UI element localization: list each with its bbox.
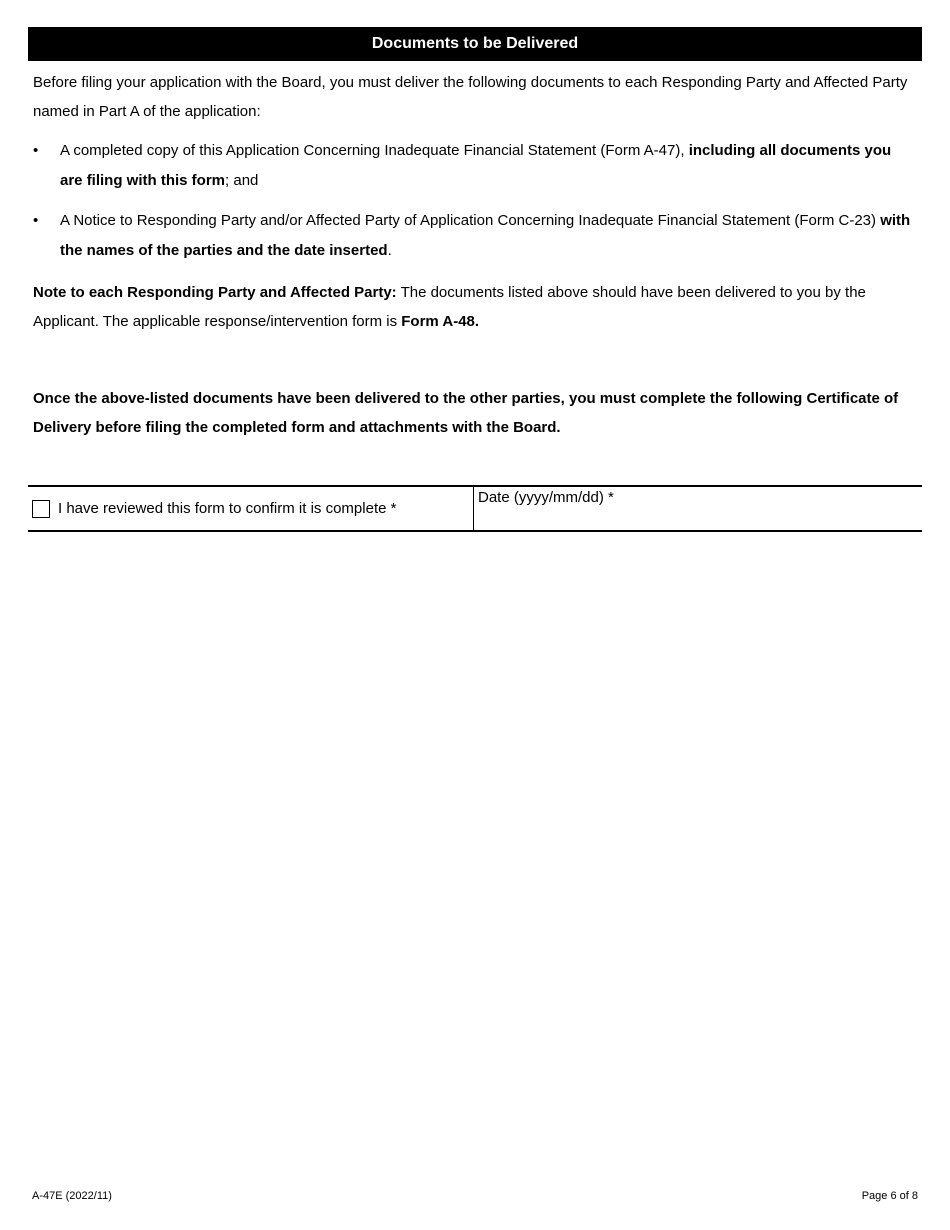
section-title: Documents to be Delivered — [28, 27, 922, 61]
note-paragraph — [33, 278, 917, 336]
list-item-bold-text: with the names of the parties and the date inserted — [60, 212, 911, 259]
date-input[interactable] — [478, 508, 918, 528]
bullet-icon: • — [33, 212, 39, 229]
review-checkbox-label: I have reviewed this form to confirm it is complete * — [58, 500, 397, 517]
form-code: A-47E (2022/11) — [32, 1190, 112, 1202]
note-text: The documents listed above should have been delivered to you by the Applicant. The applicable response/intervention form is — [33, 284, 866, 330]
intro-paragraph: Before filing your application with the Board, you must deliver the following documents to each Responding Party and Affected Party named in Part A of the application: — [33, 74, 908, 120]
review-checkbox[interactable] — [32, 500, 50, 518]
form-page — [28, 27, 922, 532]
list-item — [28, 136, 912, 196]
date-label: Date (yyyy/mm/dd) * — [478, 489, 614, 506]
documents-list — [28, 136, 922, 266]
list-item-text-end: . — [387, 242, 392, 259]
list-item-text-end: ; and — [225, 172, 259, 189]
note-label: Note to each Responding Party and Affected Party: — [33, 284, 397, 301]
review-confirmation-table — [28, 485, 922, 532]
list-item-bold-text: including all documents you are filing with this form — [60, 142, 892, 189]
list-item-text: A Notice to Responding Party and/or Affected Party of Application Concerning Inadequate Financial Statement (Form C-23) — [60, 212, 881, 229]
bullet-icon: • — [33, 142, 39, 159]
date-cell[interactable] — [474, 487, 922, 530]
note-form-reference: Form A-48. — [401, 313, 480, 330]
list-item-text: A completed copy of this Application Concerning Inadequate Financial Statement (Form A-47), — [60, 142, 689, 159]
review-checkbox-cell[interactable] — [28, 487, 474, 530]
certificate-instruction: Once the above-listed documents have been delivered to the other parties, you must complete the following Certificate of Delivery before filing the completed form and attachments with the Board. — [33, 390, 899, 436]
page-number: Page 6 of 8 — [861, 1190, 918, 1202]
list-item — [28, 206, 912, 266]
